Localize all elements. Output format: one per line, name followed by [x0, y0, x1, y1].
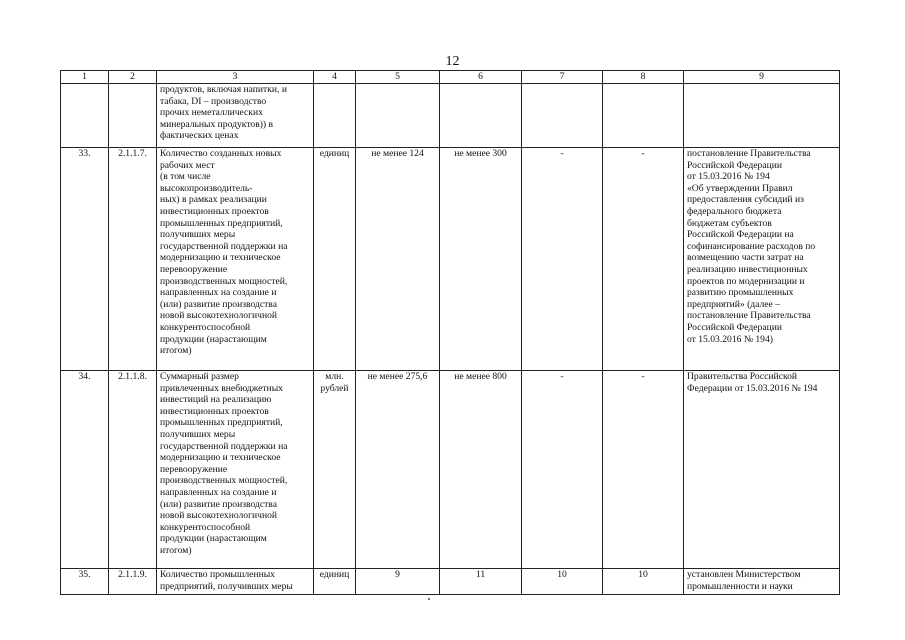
column-number: 3	[157, 71, 314, 84]
table-row	[61, 371, 840, 569]
value-col8: 10	[603, 569, 684, 595]
row-number: 34.	[61, 371, 109, 569]
row-code: 2.1.1.9.	[109, 569, 157, 595]
column-number: 4	[314, 71, 356, 84]
column-number: 1	[61, 71, 109, 84]
indicator-name: Количество промышленных предприятий, получивших меры	[160, 569, 293, 592]
value-col5	[356, 84, 440, 148]
value-col8	[603, 84, 684, 148]
indicator-name: продуктов, включая напитки, и табака, DI – производство прочих неметаллических минеральных продуктов)) в фактических ценах	[160, 84, 287, 142]
column-number-row	[61, 71, 840, 84]
column-number: 9	[684, 71, 840, 84]
column-number: 5	[356, 71, 440, 84]
page-number: 12	[445, 54, 460, 69]
value-col5: 9	[356, 569, 440, 595]
table-row	[61, 148, 840, 371]
value-col6: не менее 800	[440, 371, 522, 569]
row-number	[61, 84, 109, 148]
row-code: 2.1.1.8.	[109, 371, 157, 569]
unit: единиц	[319, 569, 350, 580]
column-number: 2	[109, 71, 157, 84]
indicator-name: Суммарный размер привлеченных внебюджетных инвестиций на реализацию инвестиционных проектов промышленных предприятий, получивших меры государственной поддержки на модернизацию и техническое перевооружение производственных мощностей, направленных на создание и (или) развитие производства новой высокотехнологичной конкурентоспособной продукции (нарастающим итогом)	[160, 371, 288, 556]
indicators-table	[60, 70, 840, 595]
table-row	[61, 84, 840, 148]
value-col7: -	[522, 371, 603, 569]
value-col7: -	[522, 148, 603, 371]
value-col6: 11	[440, 569, 522, 595]
row-number: 33.	[61, 148, 109, 371]
source-document: установлен Министерством промышленности и науки	[687, 569, 801, 592]
column-number: 8	[603, 71, 684, 84]
value-col5: не менее 124	[356, 148, 440, 371]
value-col6	[440, 84, 522, 148]
table-row	[61, 569, 840, 595]
indicator-name: Количество созданных новых рабочих мест (в том числе высокопроизводитель- ных) в рамках реализации инвестиционных проектов промышленных предприятий, получивших меры государственной поддержки на модернизацию и техническое перевооружение производственных мощностей, направленных на создание и (или) развитие производства новой высокотехнологичной конкурентоспособной продукции (нарастающим итогом)	[160, 148, 288, 357]
value-col8: -	[603, 148, 684, 371]
value-col7: 10	[522, 569, 603, 595]
row-number: 35.	[61, 569, 109, 595]
column-number: 7	[522, 71, 603, 84]
row-code	[109, 84, 157, 148]
source-document: Правительства Российской Федерации от 15.03.2016 № 194	[687, 371, 818, 394]
column-number: 6	[440, 71, 522, 84]
value-col7	[522, 84, 603, 148]
unit: единиц	[319, 148, 350, 159]
row-code: 2.1.1.7.	[109, 148, 157, 371]
value-col8: -	[603, 371, 684, 569]
scan-artifact	[428, 598, 430, 600]
value-col6: не менее 300	[440, 148, 522, 371]
source-document: постановление Правительства Российской Федерации от 15.03.2016 № 194 «Об утверждении Правил предоставления субсидий из федерального бюджета бюджетам субъектов Российской Федерации на софинансирование расходов по возмещению части затрат на реализацию инвестиционных проектов по модернизации и развитию промышленных предприятий» (далее – постановление Правительства Российской Федерации от 15.03.2016 № 194)	[687, 148, 816, 345]
value-col5: не менее 275,6	[356, 371, 440, 569]
unit: млн. рублей	[320, 371, 349, 394]
